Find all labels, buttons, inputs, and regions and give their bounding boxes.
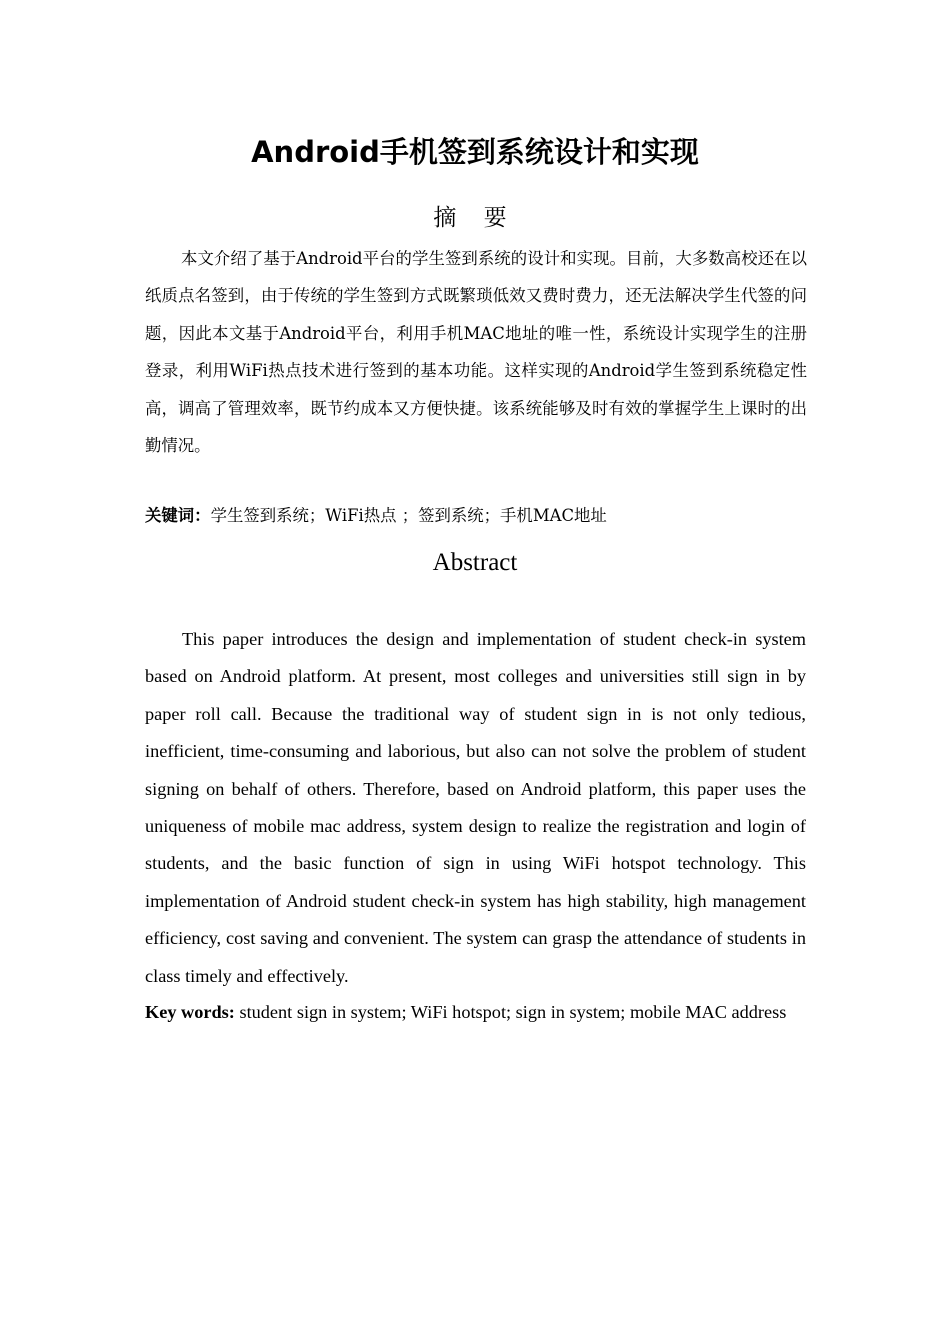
english-keywords-text: student sign in system; WiFi hotspot; sign in system; mobile MAC address <box>239 1002 787 1022</box>
document-title: Android手机签到系统设计和实现 <box>251 135 699 169</box>
english-abstract-body: This paper introduces the design and implementation of student check-in system based on Android platform. At present, most colleges and universities still sign in by paper roll call. Because the traditional way of student sign in is not only tedious, inefficient, time-consuming and laborious, but also can not solve the problem of student signing on behalf of others. Therefore, based on Android platform, this paper uses the uniqueness of mobile mac address, system design to realize the registration and login of students, and the basic function of sign in using WiFi hotspot technology. This implementation of Android student check-in system has high stability, high management efficiency, cost saving and convenient. The system can grasp the attendance of students in class timely and effectively. <box>145 629 806 986</box>
chinese-abstract-heading: 摘 要 <box>433 205 517 231</box>
english-keywords-label: Key words: <box>145 1002 235 1022</box>
chinese-keywords-text: 学生签到系统；WiFi热点 ；签到系统；手机MAC地址 <box>210 506 607 525</box>
chinese-keywords <box>145 500 807 532</box>
english-keywords <box>145 994 806 1031</box>
chinese-keywords-label: 关键词： <box>145 506 211 525</box>
english-abstract-heading: Abstract <box>432 549 518 576</box>
chinese-abstract-body: 本文介绍了基于Android平台的学生签到系统的设计和实现。目前，大多数高校还在以纸质点名签到，由于传统的学生签到方式既繁琐低效又费时费力，还无法解决学生代签的问题，因此本文基于Android平台，利用手机MAC地址的唯一性，系统设计实现学生的注册登录，利用WiFi热点技术进行签到的基本功能。这样实现的Android学生签到系统稳定性高，调高了管理效率，既节约成本又方便快捷。该系统能够及时有效的掌握学生上课时的出勤情况。 <box>145 249 807 456</box>
